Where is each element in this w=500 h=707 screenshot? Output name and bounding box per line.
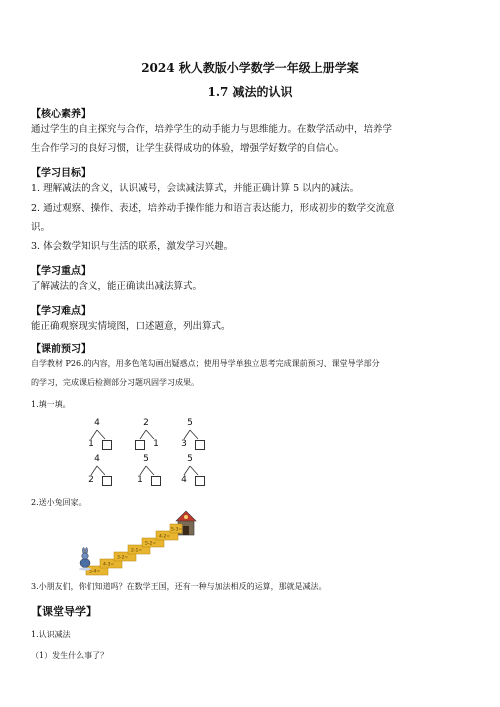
guide-heading: 【课堂导学】 <box>31 605 97 618</box>
tree-left-number: 2 <box>88 475 94 485</box>
answer-box[interactable] <box>195 476 205 486</box>
tree-top-number: 5 <box>187 418 193 428</box>
preview-heading: 【课前预习】 <box>31 344 91 355</box>
stair-label: 2-1= <box>131 548 143 554</box>
tree-top-number: 5 <box>187 454 193 464</box>
tree-right-number: 1 <box>153 439 159 449</box>
difficult-text: 能正确观察现实情境图，口述题意，列出算式。 <box>31 321 231 332</box>
number-tree <box>179 454 239 490</box>
guide-item-2: （1）发生什么事了？ <box>31 651 109 660</box>
lesson-title: 1.7 减法的认识 <box>207 85 293 99</box>
stair-label: 4-3= <box>103 562 115 568</box>
question-2: 2.送小兔回家。 <box>31 498 87 507</box>
goal-item-3: 3. 体会数学知识与生活的联系，激发学习兴趣。 <box>31 241 234 252</box>
goals-heading: 【学习目标】 <box>31 168 91 179</box>
answer-box[interactable] <box>102 440 112 450</box>
answer-box[interactable] <box>102 476 112 486</box>
tree-top-number: 2 <box>143 418 149 428</box>
tree-left-number: 3 <box>181 439 187 449</box>
stair-label: 5-4= <box>89 569 101 575</box>
guide-item-1: 1.认识减法 <box>31 630 71 639</box>
question-3: 3.小朋友们，你们知道吗？在数学王国，还有一种与加法相反的运算，那就是减法。 <box>31 582 327 591</box>
stair-label: 3-2= <box>117 555 129 561</box>
tree-left-number: 1 <box>88 439 94 449</box>
tree-top-number: 4 <box>94 418 100 428</box>
stair-label: 5-2= <box>145 541 157 547</box>
key-heading: 【学习重点】 <box>31 266 91 277</box>
stair-label: 4-2= <box>159 534 171 540</box>
tree-left-number: 1 <box>137 475 143 485</box>
answer-box[interactable] <box>135 440 145 450</box>
page-title: 2024 秋人教版小学数学一年级上册学案 <box>141 61 359 75</box>
preview-line-2: 的学习，完成课后检测部分习题巩固学习成果。 <box>31 378 199 387</box>
stair-label: 5-3= <box>171 527 183 533</box>
difficult-heading: 【学习难点】 <box>31 306 91 317</box>
answer-box[interactable] <box>195 440 205 450</box>
core-line-1: 通过学生的自主探究与合作，培养学生的动手能力与思维能力。在数学活动中，培养学 <box>31 124 393 135</box>
tree-left-number: 4 <box>181 475 187 485</box>
preview-line-1: 自学教材 P26.的内容，用多色笔勾画出疑惑点；使用导学单独立思考完成课前预习、课堂导学部分 <box>31 359 380 368</box>
goal-item-2a: 2. 通过观察、操作、表述，培养动手操作能力和语言表达能力，形成初步的数学交流意 <box>31 203 395 214</box>
goal-item-2b: 识。 <box>31 222 51 233</box>
core-heading: 【核心素养】 <box>31 109 91 120</box>
stair-labels <box>89 527 182 575</box>
tree-top-number: 4 <box>94 454 100 464</box>
question-1: 1.填一填。 <box>31 400 71 409</box>
rabbit-staircase-illustration <box>76 508 216 580</box>
core-line-2: 生合作学习的良好习惯，让学生获得成功的体验，增强学好数学的自信心。 <box>31 143 345 154</box>
number-tree <box>179 418 239 454</box>
key-text: 了解减法的含义，能正确读出减法算式。 <box>31 281 203 292</box>
goal-item-1: 1. 理解减法的含义，认识减号，会读减法算式，并能正确计算 5 以内的减法。 <box>31 183 360 194</box>
answer-box[interactable] <box>151 476 161 486</box>
tree-top-number: 5 <box>143 454 149 464</box>
